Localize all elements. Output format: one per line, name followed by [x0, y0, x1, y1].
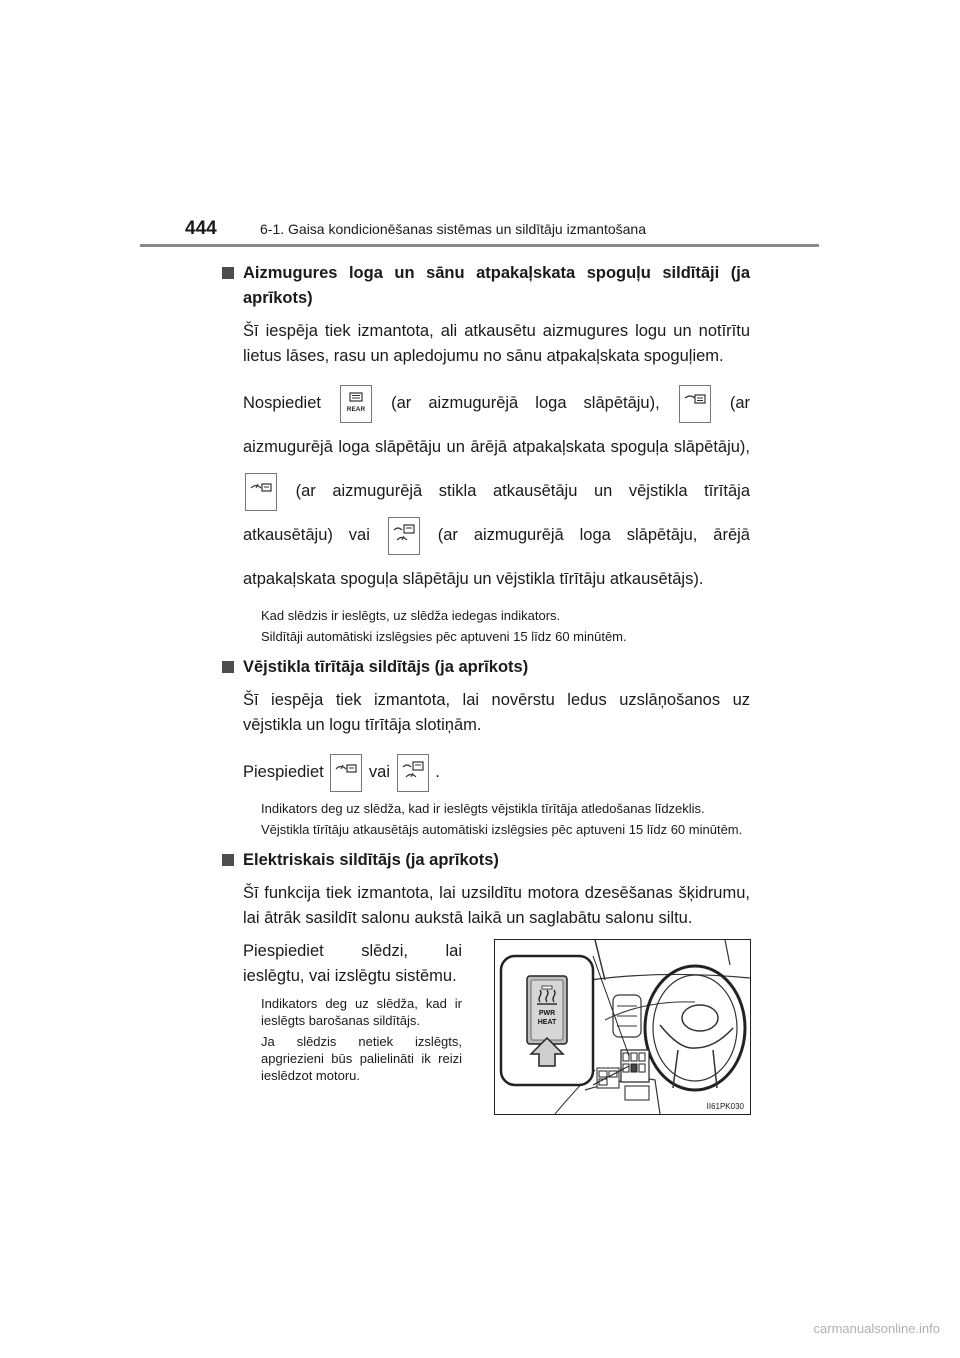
all-defogger-icon [388, 517, 420, 555]
section-heading-wiper-deicer [222, 655, 750, 680]
section-intro: Šī iespēja tiek izmantota, lai novērstu ledus uzslāņošanos uz vējstikla un logu tīrītāja slotiņām. [243, 691, 750, 734]
rear-label: REAR [346, 405, 366, 413]
square-bullet-icon [222, 854, 234, 866]
page-header [0, 0, 960, 250]
instruction-text: Piespiediet [243, 763, 324, 781]
note-idle-up: Ja slēdzis netiek izslēgts, apgriezieni būs palielināti ik reizi ieslēdzot motoru. [261, 1034, 462, 1083]
rear-defogger-icon [340, 385, 372, 423]
square-bullet-icon [222, 661, 234, 673]
section-intro: Šī iespēja tiek izmantota, ali atkausētu aizmugures logu un notīrītu lietus lāses, rasu un apledojumu no sānu atpakaļskata spoguļiem. [243, 322, 750, 365]
note-auto-off: Vējstikla tīrītāju atkausētājs automātiski izslēgsies pēc aptuveni 15 līdz 60 minūtēm. [261, 822, 743, 837]
electric-heater-text [222, 939, 462, 1084]
instruction-text: (ar aizmugurējā loga slāpētāju un ārējā atpakaļskata spoguļa slāpētāju), [243, 394, 751, 456]
header-rule [140, 244, 819, 247]
running-title: 6-1. Gaisa kondicionēšanas sistēmas un sildītāju izmantošana [260, 221, 646, 237]
instruction-text: (ar aizmugurējā loga slāpētāju, ārējā atpakaļskata spoguļa slāpētāju un vējstikla tīrītāju atkausētājs). [243, 526, 750, 588]
heading-text: Elektriskais sildītājs (ja aprīkots) [243, 851, 499, 869]
figure-code: II61PK030 [706, 1102, 744, 1111]
electric-heater-block [222, 939, 750, 1111]
heading-text: Vējstikla tīrītāja sildītājs (ja aprīkots) [243, 658, 529, 676]
watermark: carmanualsonline.info [813, 1321, 940, 1336]
section-heading-rear-window [222, 261, 750, 311]
wiper-defogger-icon [245, 473, 277, 511]
instruction-text: vai [368, 763, 391, 781]
dashboard-drawing [495, 940, 750, 1114]
note-indicator: Indikators deg uz slēdža, kad ir ieslēgts barošanas sildītājs. [261, 996, 462, 1028]
note-auto-off: Sildītāji automātiski izslēgsies pēc aptuveni 15 līdz 60 minūtēm. [261, 629, 627, 644]
dashboard-illustration [494, 939, 751, 1115]
section-intro: Šī funkcija tiek izmantota, lai uzsildītu motora dzesēšanas šķidrumu, lai ātrāk sasildīt salonu aukstā laikā un saglabātu salonu siltu. [243, 884, 750, 927]
instruction-text: Piespiediet slēdzi, lai ieslēgtu, vai izslēgtu sistēmu. [243, 942, 462, 985]
all-defogger-icon [397, 754, 429, 792]
switch-label-pwr: PWR [538, 1010, 556, 1017]
page-content [222, 255, 751, 1111]
heading-text: Aizmugures loga un sānu atpakaļskata spoguļu sildītāji (ja aprīkots) [243, 264, 750, 307]
button-instructions [222, 381, 750, 601]
button-instructions [222, 750, 750, 794]
note-indicator: Kad slēdzis ir ieslēgts, uz slēdža iedegas indikators. [261, 608, 561, 623]
square-bullet-icon [222, 267, 234, 279]
wiper-defogger-icon [330, 754, 362, 792]
page-number: 444 [185, 218, 217, 239]
instruction-text: Nospiediet [243, 394, 321, 412]
switch-label-heat: HEAT [537, 1019, 557, 1026]
note-indicator: Indikators deg uz slēdža, kad ir ieslēgts vējstikla tīrītāja atledošanas līdzeklis. [261, 801, 705, 816]
instruction-text: . [435, 763, 440, 781]
section-heading-electric-heater [222, 848, 750, 873]
instruction-text: (ar aizmugurējā loga slāpētāju), [391, 394, 660, 412]
instruction-text: (ar aizmugurējā stikla atkausētāju un vējstikla tīrītāja atkausētāju) vai [243, 482, 750, 544]
rear-and-mirror-defogger-icon [679, 385, 711, 423]
